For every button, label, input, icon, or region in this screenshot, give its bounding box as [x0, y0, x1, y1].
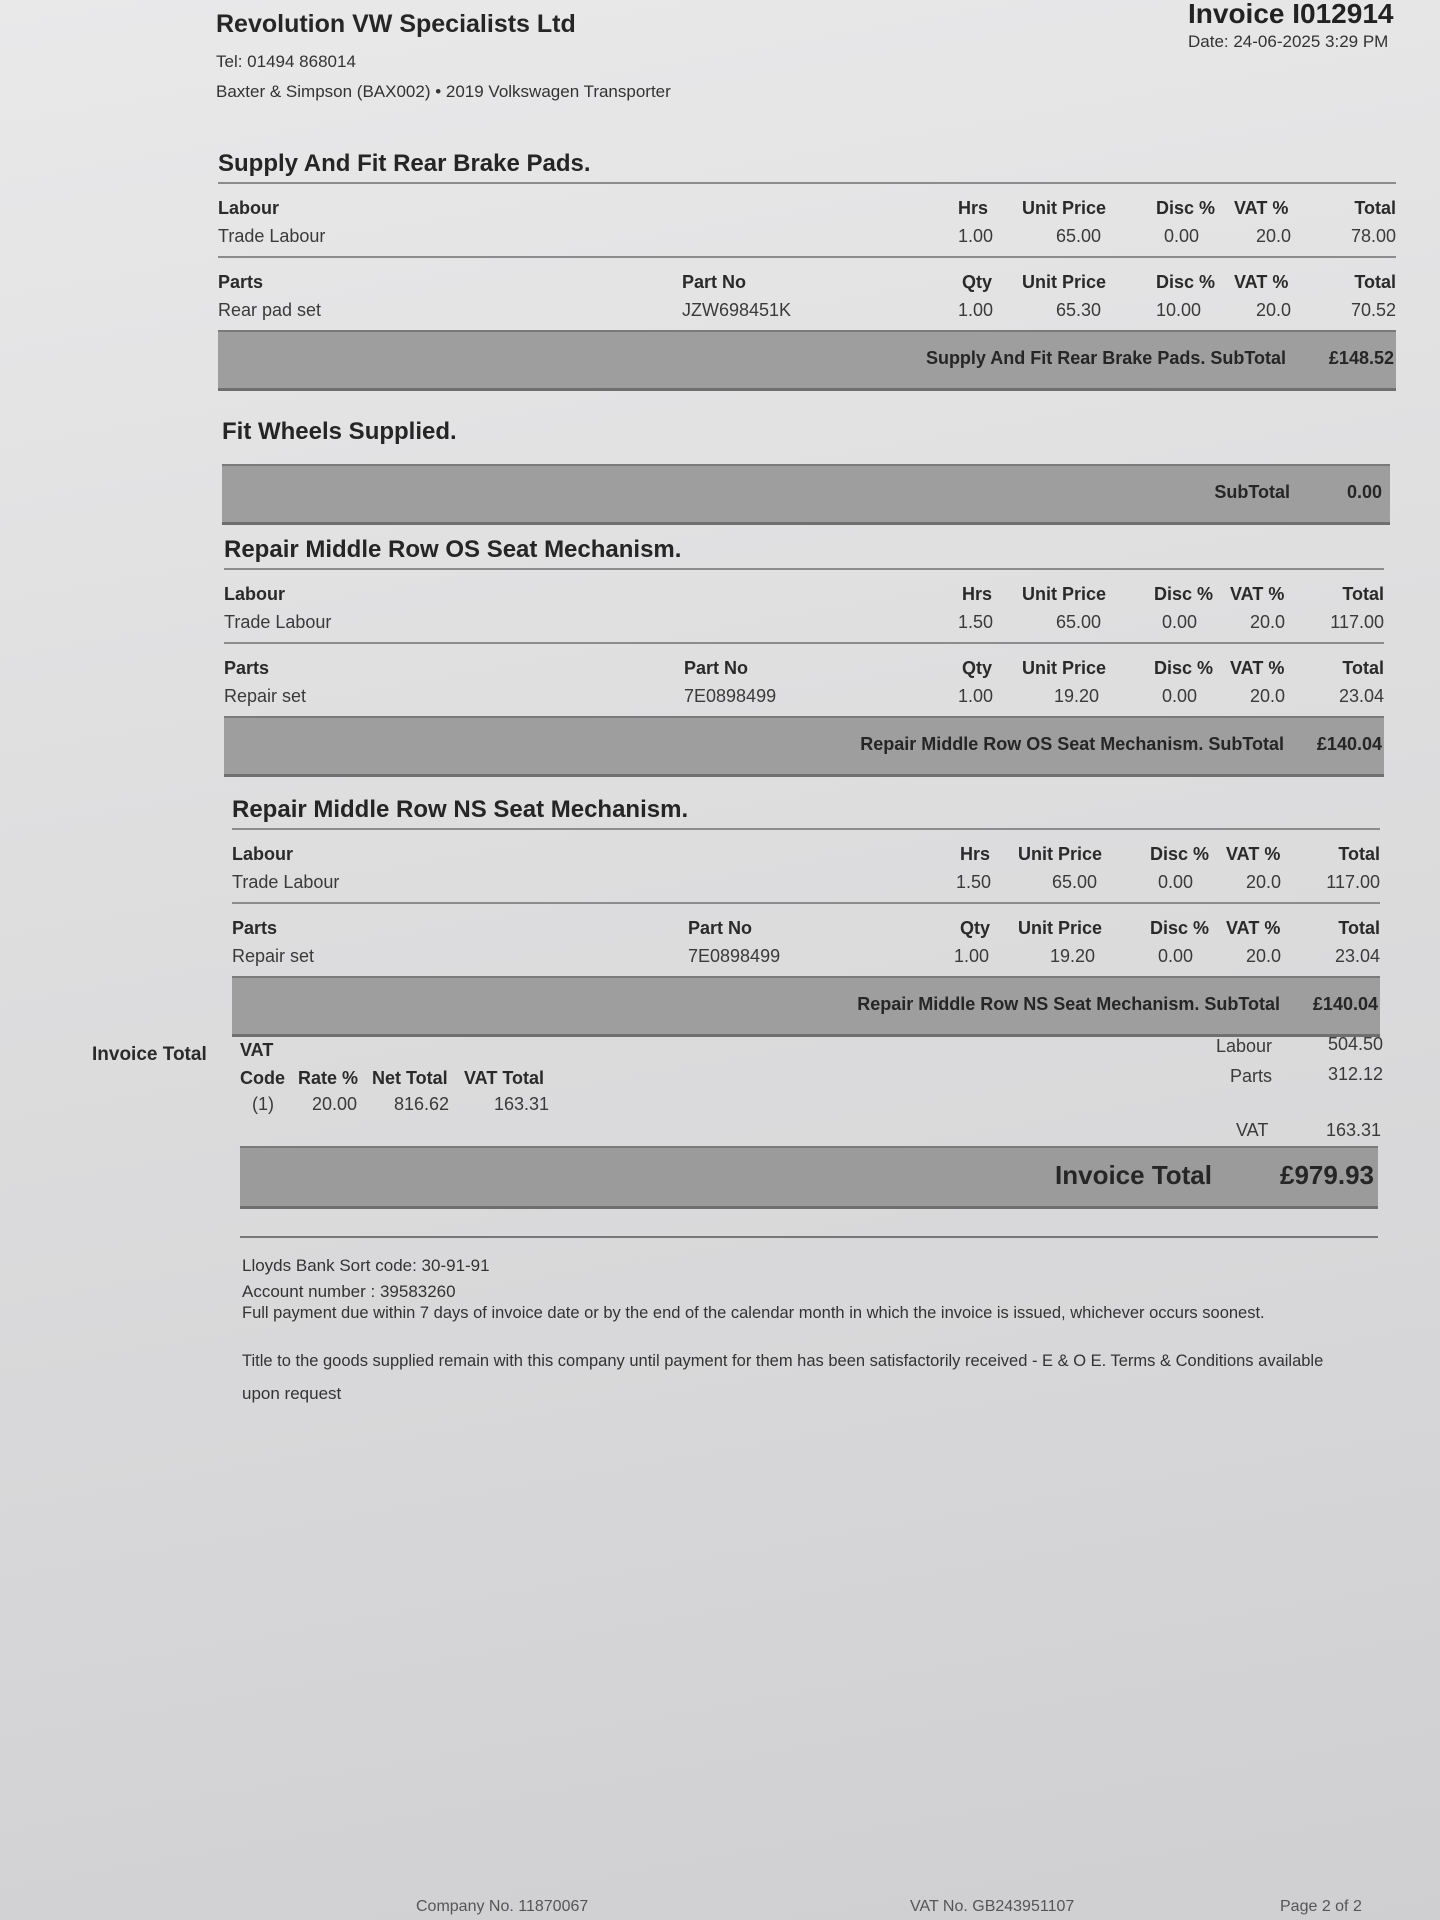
parts-description: Rear pad set	[218, 300, 322, 320]
unit-price-header: Unit Price	[1022, 584, 1107, 604]
subtotal-value: £148.52	[1328, 348, 1394, 368]
subtotal-label: SubTotal	[1214, 482, 1290, 502]
invoice-date: Date: 24-06-2025 3:29 PM	[1188, 32, 1389, 51]
customer-vehicle: Baxter & Simpson (BAX002) • 2019 Volkswagen Transporter	[216, 82, 671, 101]
labour-row	[224, 568, 1384, 642]
vat-net-header: Net Total	[372, 1068, 448, 1088]
subtotal-label: Supply And Fit Rear Brake Pads. SubTotal	[925, 348, 1286, 368]
labour-unit-price: 65.00	[1056, 612, 1102, 632]
vat-header: VAT %	[1230, 584, 1285, 604]
total-header: Total	[1354, 272, 1396, 292]
parts-row	[224, 642, 1384, 716]
labour-disc: 0.00	[1164, 226, 1200, 246]
disc-header: Disc %	[1154, 584, 1214, 604]
labour-disc: 0.00	[1158, 872, 1194, 892]
vat-number: VAT No. GB243951107	[910, 1898, 1075, 1915]
job-title: Repair Middle Row NS Seat Mechanism.	[232, 796, 689, 823]
title-terms-cont: upon request	[242, 1384, 342, 1403]
vat-code: (1)	[252, 1094, 274, 1114]
divider	[240, 1236, 1378, 1238]
labour-vat: 20.0	[1256, 226, 1292, 246]
parts-disc: 0.00	[1158, 946, 1194, 966]
vat-total-value: 163.31	[494, 1094, 550, 1114]
labour-description: Trade Labour	[232, 872, 340, 892]
vat-header: VAT %	[1230, 658, 1285, 678]
labour-vat: 20.0	[1246, 872, 1282, 892]
parts-vat: 20.0	[1250, 686, 1286, 706]
parts-total: 70.52	[1350, 300, 1396, 320]
parts-qty: 1.00	[954, 946, 990, 966]
vat-header: VAT %	[1234, 198, 1289, 218]
parts-total-value: 312.12	[1328, 1064, 1384, 1084]
disc-header: Disc %	[1154, 658, 1214, 678]
account-number: Account number : 39583260	[242, 1282, 456, 1301]
labour-hrs: 1.50	[956, 872, 992, 892]
parts-qty: 1.00	[958, 300, 994, 320]
vat-rate-header: Rate %	[298, 1068, 359, 1088]
vat-header: VAT %	[1226, 918, 1281, 938]
parts-row	[232, 902, 1380, 976]
labour-total: 117.00	[1326, 872, 1380, 892]
total-header: Total	[1338, 844, 1380, 864]
qty-header: Qty	[960, 918, 991, 938]
invoice-total-side-label: Invoice Total	[92, 1044, 207, 1065]
subtotal-value: £140.04	[1312, 994, 1378, 1014]
parts-vat: 20.0	[1246, 946, 1282, 966]
job-title: Repair Middle Row OS Seat Mechanism.	[224, 536, 682, 563]
labour-total: 117.00	[1330, 612, 1384, 632]
disc-header: Disc %	[1150, 918, 1210, 938]
part-no-header: Part No	[688, 918, 753, 938]
labour-hrs: 1.50	[958, 612, 994, 632]
job-section	[224, 532, 1384, 777]
labour-row	[218, 182, 1396, 256]
parts-disc: 0.00	[1162, 686, 1198, 706]
subtotal-value: £140.04	[1316, 734, 1382, 754]
total-header: Total	[1342, 658, 1384, 678]
bank-sort-code: Lloyds Bank Sort code: 30-91-91	[242, 1256, 490, 1275]
company-number: Company No. 11870067	[416, 1898, 589, 1915]
parts-total: 23.04	[1338, 686, 1384, 706]
parts-vat: 20.0	[1256, 300, 1292, 320]
hrs-header: Hrs	[960, 844, 991, 864]
subtotal-label: Repair Middle Row OS Seat Mechanism. SubTotal	[860, 734, 1284, 754]
labour-disc: 0.00	[1162, 612, 1198, 632]
parts-description: Repair set	[232, 946, 315, 966]
job-section	[232, 792, 1380, 1037]
parts-total: 23.04	[1334, 946, 1380, 966]
parts-heading: Parts	[224, 658, 270, 678]
vat-header: VAT %	[1234, 272, 1289, 292]
unit-price-header: Unit Price	[1022, 272, 1107, 292]
parts-unit-price: 19.20	[1054, 686, 1100, 706]
vat-total-header: VAT Total	[464, 1068, 544, 1088]
vat-rate: 20.00	[312, 1094, 358, 1114]
job-section	[218, 146, 1396, 391]
disc-header: Disc %	[1156, 198, 1216, 218]
labour-description: Trade Labour	[218, 226, 326, 246]
job-title: Fit Wheels Supplied.	[222, 418, 457, 445]
parts-unit-price: 65.30	[1056, 300, 1102, 320]
title-terms: Title to the goods supplied remain with this company until payment for them has been satisfactorily received - E & O E. Terms & Conditions available	[242, 1352, 1324, 1370]
parts-total-label: Parts	[1230, 1066, 1273, 1086]
vat-code-header: Code	[240, 1068, 285, 1088]
hrs-header: Hrs	[958, 198, 989, 218]
qty-header: Qty	[962, 658, 993, 678]
vat-sum-value: 163.31	[1326, 1120, 1382, 1140]
payment-terms: Full payment due within 7 days of invoice date or by the end of the calendar month in which the invoice is issued, whichever occurs soonest.	[242, 1304, 1265, 1322]
invoice-total-value: £979.93	[1280, 1160, 1374, 1190]
vat-total-label: VAT	[1236, 1120, 1269, 1140]
parts-disc: 10.00	[1156, 300, 1202, 320]
unit-price-header: Unit Price	[1018, 918, 1103, 938]
part-no-header: Part No	[682, 272, 747, 292]
labour-description: Trade Labour	[224, 612, 332, 632]
labour-unit-price: 65.00	[1052, 872, 1098, 892]
labour-heading: Labour	[232, 844, 293, 864]
total-header: Total	[1354, 198, 1396, 218]
subtotal-label: Repair Middle Row NS Seat Mechanism. SubTotal	[857, 994, 1280, 1014]
part-number: 7E0898499	[688, 946, 781, 966]
invoice-total-bar	[240, 1146, 1378, 1209]
parts-unit-price: 19.20	[1050, 946, 1096, 966]
parts-row	[218, 256, 1396, 330]
total-header: Total	[1338, 918, 1380, 938]
subtotal-bar	[232, 976, 1380, 1037]
unit-price-header: Unit Price	[1022, 658, 1107, 678]
disc-header: Disc %	[1156, 272, 1216, 292]
unit-price-header: Unit Price	[1022, 198, 1107, 218]
vat-net-total: 816.62	[394, 1094, 450, 1114]
labour-unit-price: 65.00	[1056, 226, 1102, 246]
part-no-header: Part No	[684, 658, 749, 678]
part-number: 7E0898499	[684, 686, 777, 706]
company-name: Revolution VW Specialists Ltd	[216, 10, 576, 38]
qty-header: Qty	[962, 272, 993, 292]
hrs-header: Hrs	[962, 584, 993, 604]
parts-qty: 1.00	[958, 686, 994, 706]
vat-heading: VAT	[240, 1040, 274, 1060]
job-title: Supply And Fit Rear Brake Pads.	[218, 150, 591, 177]
labour-heading: Labour	[218, 198, 279, 218]
subtotal-value: 0.00	[1346, 482, 1382, 502]
labour-vat: 20.0	[1250, 612, 1286, 632]
company-telephone: Tel: 01494 868014	[216, 52, 356, 71]
disc-header: Disc %	[1150, 844, 1210, 864]
labour-total-label: Labour	[1216, 1036, 1273, 1056]
total-header: Total	[1342, 584, 1384, 604]
page-number: Page 2 of 2	[1280, 1898, 1362, 1915]
parts-description: Repair set	[224, 686, 307, 706]
subtotal-bar	[222, 464, 1390, 525]
part-number: JZW698451K	[682, 300, 792, 320]
labour-row	[232, 828, 1380, 902]
vat-header: VAT %	[1226, 844, 1281, 864]
parts-heading: Parts	[218, 272, 264, 292]
unit-price-header: Unit Price	[1018, 844, 1103, 864]
subtotal-bar	[218, 330, 1396, 391]
labour-heading: Labour	[224, 584, 285, 604]
parts-heading: Parts	[232, 918, 278, 938]
invoice-total-label: Invoice Total	[1055, 1160, 1212, 1190]
job-section	[222, 414, 1390, 525]
subtotal-bar	[224, 716, 1384, 777]
invoice-number: Invoice I012914	[1188, 0, 1394, 29]
labour-total: 78.00	[1350, 226, 1396, 246]
labour-hrs: 1.00	[958, 226, 994, 246]
labour-total-value: 504.50	[1328, 1034, 1384, 1054]
